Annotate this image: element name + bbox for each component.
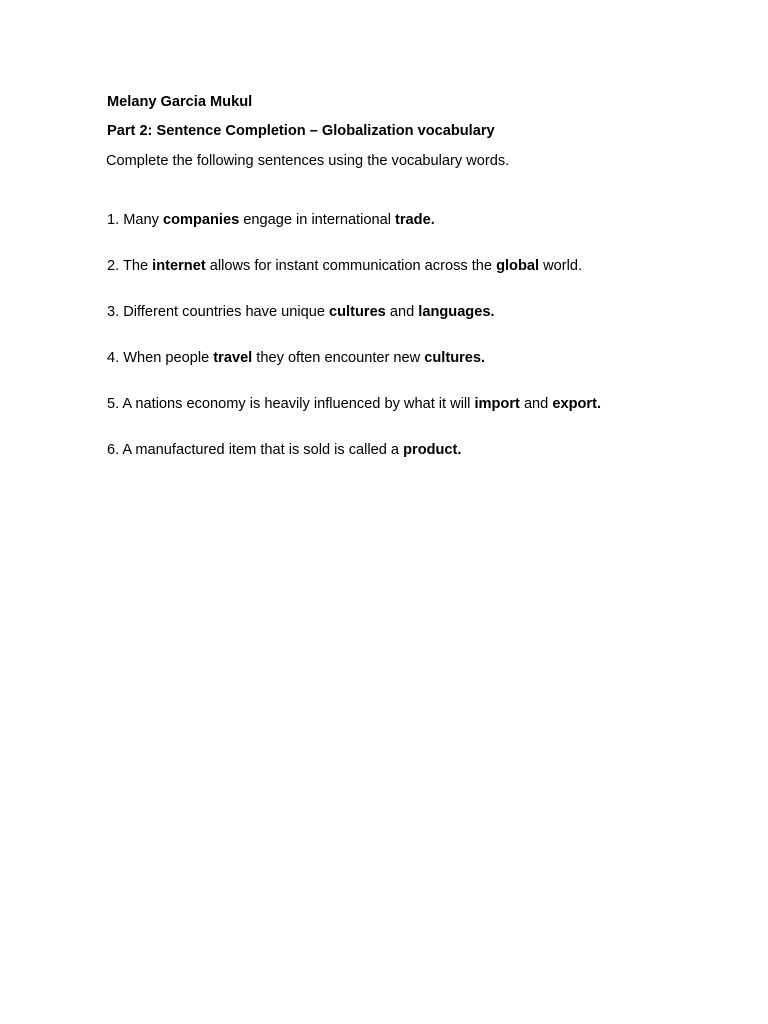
instructions-text: Complete the following sentences using the vocabulary words. <box>106 153 510 169</box>
sentence-text: engage in international <box>239 212 396 228</box>
sentence-text: 3. Different countries have unique <box>107 304 330 320</box>
sentence-5 <box>107 395 601 413</box>
author-name: Melany Garcia Mukul <box>107 94 253 110</box>
vocabulary-word: import <box>474 396 520 412</box>
sentence-text: 5. A nations economy is heavily influenced by what it will <box>107 396 475 412</box>
sentence-1 <box>107 211 435 229</box>
sentence-6 <box>107 441 461 459</box>
sentence-text: 2. The <box>107 258 153 274</box>
sentence-text: and <box>519 396 553 412</box>
sentence-text: 4. When people <box>107 350 214 366</box>
sentence-4 <box>107 349 485 367</box>
sentence-text: 6. A manufactured item that is sold is called a <box>107 442 404 458</box>
vocabulary-word: trade. <box>395 212 435 228</box>
sentence-text: 1. Many <box>107 212 163 228</box>
sentence-text: world. <box>539 258 583 274</box>
vocabulary-word: languages. <box>418 304 495 320</box>
vocabulary-word: companies <box>162 212 240 228</box>
vocabulary-word: export. <box>552 396 602 412</box>
sentence-2 <box>107 257 582 275</box>
vocabulary-word: travel <box>213 350 253 366</box>
vocabulary-word: cultures. <box>424 350 486 366</box>
vocabulary-word: cultures <box>329 304 386 320</box>
section-heading: Part 2: Sentence Completion – Globalization vocabulary <box>107 123 495 139</box>
vocabulary-word: product. <box>403 442 462 458</box>
sentence-text: they often encounter new <box>252 350 425 366</box>
sentence-text: allows for instant communication across the <box>205 258 497 274</box>
sentence-text: and <box>385 304 419 320</box>
sentence-3 <box>107 303 495 321</box>
vocabulary-word: internet <box>152 258 206 274</box>
vocabulary-word: global <box>496 258 540 274</box>
